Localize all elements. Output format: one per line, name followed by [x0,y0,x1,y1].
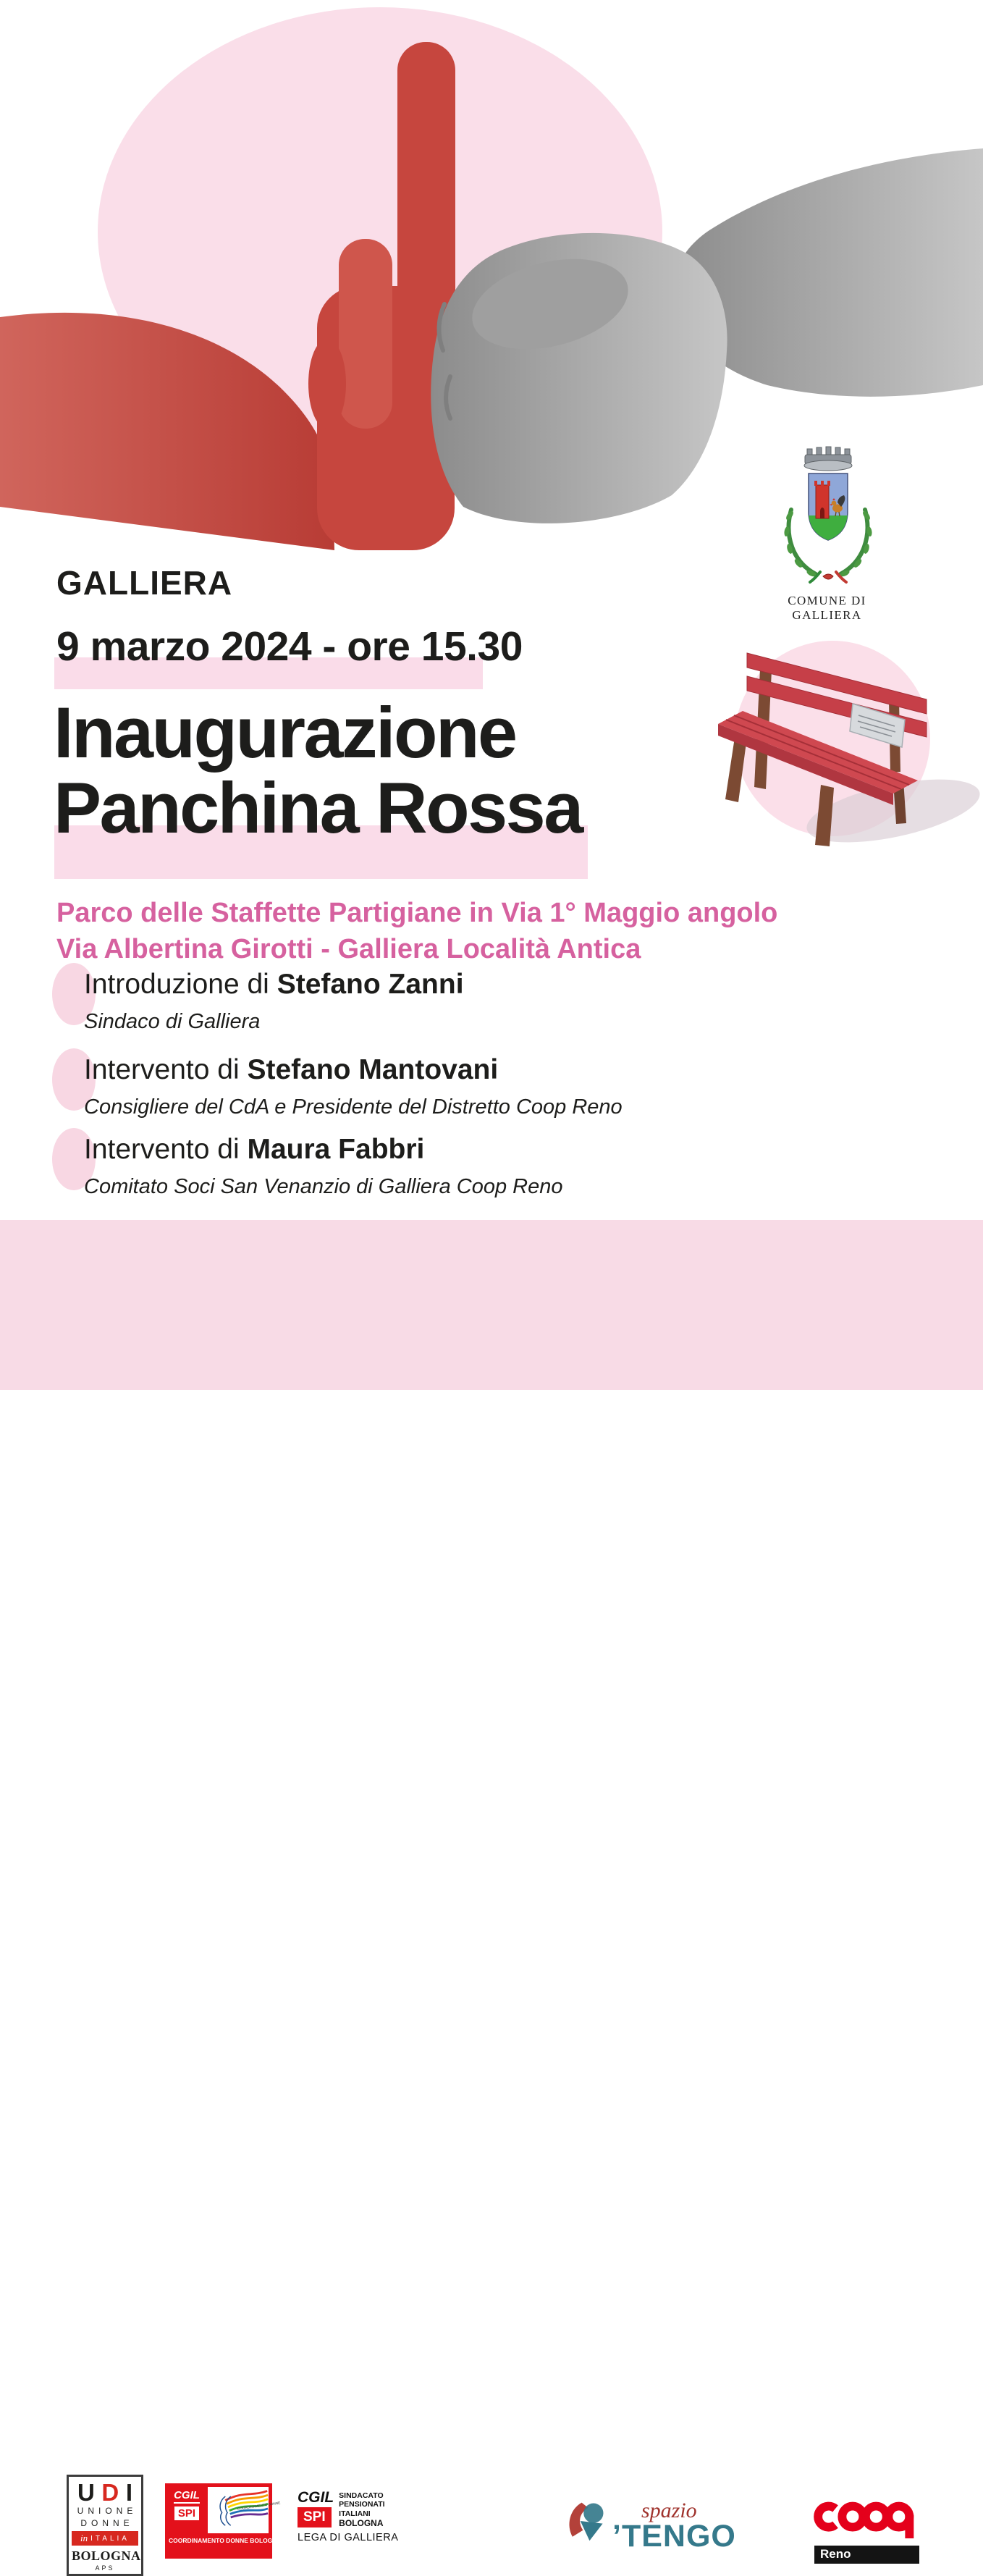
udi-aps: APS [95,2564,115,2572]
program-prefix: Intervento di [84,1054,240,1085]
udi-city: BOLOGNA [72,2548,141,2564]
spi-wordmark: SPI [298,2507,332,2527]
spazio-word: spazio [641,2499,697,2522]
location-heading: GALLIERA [56,564,233,602]
program-item-title [84,969,906,1001]
spazio-tengo-mark-icon [565,2500,607,2542]
spi-line: PENSIONATI [339,2500,385,2509]
coordinamento-donne-arc-text: COORDINAMENTO DONNE [237,2501,281,2511]
program-prefix: Intervento di [84,1134,240,1165]
event-datetime: 9 marzo 2024 - ore 15.30 [56,623,523,670]
udi-in: in [80,2533,88,2544]
udi-italia-bar [72,2531,138,2546]
udi-italia: ITALIA [90,2534,130,2543]
coop-reno-label: Reno [814,2546,919,2564]
udi-letter-u: U [77,2479,95,2506]
crest-caption: COMUNE DI GALLIERA [788,594,866,622]
cgil-spi-lega-galliera-logo [292,2485,405,2547]
udi-bologna-logo [67,2475,143,2576]
shield-icon [806,473,851,544]
spazio-tengo-logo [565,2499,736,2554]
galliera-coat-of-arms-icon [769,443,885,588]
spi-wordmark: SPI [174,2506,199,2520]
cgil-spi-donne-bologna-logo [165,2483,282,2559]
spi-line: ITALIANI [339,2509,371,2518]
program-item-title [84,1054,906,1086]
program-speaker: Maura Fabbri [247,1134,425,1165]
program-speaker: Stefano Mantovani [247,1054,499,1085]
coop-reno-logo [814,2499,919,2564]
program-role: Consigliere del CdA e Presidente del Distretto Coop Reno [84,1095,623,1119]
coop-wordmark-icon [814,2499,919,2540]
program-role: Comitato Soci San Venanzio di Galliera Coop Reno [84,1175,563,1198]
red-bench-illustration [711,631,964,859]
program-item [52,969,906,1034]
udi-unione: UNIONE [77,2506,138,2517]
partner-logo-band [0,1220,983,2572]
udi-letter-i: I [125,2479,132,2506]
spi-line: SINDACATO [339,2491,384,2500]
mural-crown-icon [804,447,852,471]
udi-letter-d: D [101,2479,119,2506]
program-speaker: Stefano Zanni [277,969,464,1000]
tengo-word: ’TENGO [612,2519,736,2554]
event-address-line1: Parco delle Staffette Partigiane in Via 1° Maggio angolo [56,898,778,928]
municipality-crest [753,443,901,623]
program-item [52,1054,906,1119]
event-title-line2: Panchina Rossa [54,767,582,848]
cgil-wordmark: CGIL [298,2489,334,2506]
event-title-line1: Inaugurazione [54,692,516,773]
spi-city: BOLOGNA [339,2518,384,2529]
cgil-donne-caption: COORDINAMENTO DONNE BOLOGNA [169,2537,282,2544]
women-profiles-artwork [208,2487,281,2533]
program-item [52,1134,906,1199]
lega-di-galliera-caption: LEGA DI GALLIERA [298,2532,399,2544]
cgil-wordmark: CGIL [174,2489,200,2504]
program-item-title [84,1134,906,1166]
program-role: Sindaco di Galliera [84,1010,261,1033]
event-address-line2: Via Albertina Girotti - Galliera Località Antica [56,934,641,964]
udi-donne: DONNE [80,2518,134,2529]
udi-wordmark [72,2481,138,2504]
program-prefix: Introduzione di [84,969,269,1000]
